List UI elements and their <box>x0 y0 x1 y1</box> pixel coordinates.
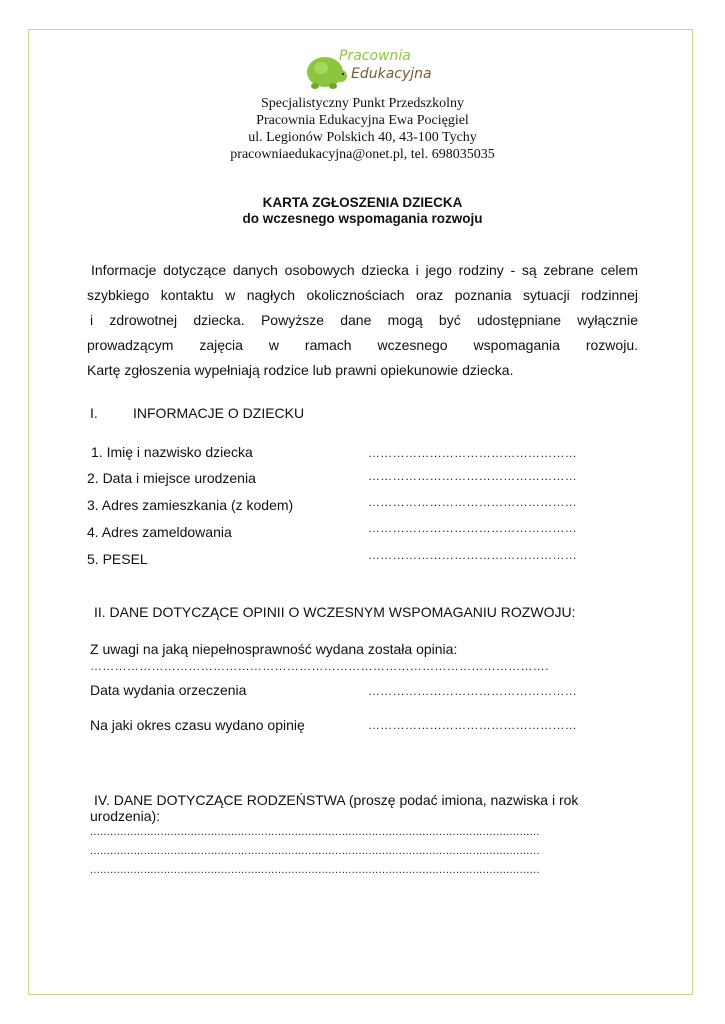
logo <box>297 46 432 92</box>
intro-line: szybkiego kontaktu w nagłych okolicznościach oraz poznania sytuacji rodzinnej <box>87 287 638 303</box>
intro-paragraph <box>87 258 638 383</box>
field-blank-opinion-period[interactable]: …………………………………………… <box>368 718 578 732</box>
field-label-pesel: 5. PESEL <box>87 551 148 567</box>
intro-line: Informacje dotyczące danych osobowych dziecka i jego rodziny - są zebrane celem <box>91 262 638 278</box>
header-line3: ul. Legionów Polskich 40, 43-100 Tychy <box>248 130 477 145</box>
field-blank-birth[interactable]: …………………………………………… <box>368 469 578 483</box>
logo-text-line2: Edukacyjna <box>351 66 432 82</box>
section2-question-blank[interactable]: …………………………………………………………………………………………………. <box>90 659 549 673</box>
field-blank-registration[interactable]: …………………………………………… <box>368 521 578 535</box>
section1-number: I. <box>90 405 98 421</box>
field-label-name: 1. Imię i nazwisko dziecka <box>91 444 253 460</box>
field-blank-name[interactable]: …………………………………………… <box>368 446 578 460</box>
field-label-decision-date: Data wydania orzeczenia <box>90 682 247 698</box>
field-label-address: 3. Adres zamieszkania (z kodem) <box>87 497 294 513</box>
section2-heading: II. DANE DOTYCZĄCE OPINII O WCZESNYM WSPOMAGANIU ROZWOJU: <box>94 604 576 620</box>
field-blank-address[interactable]: …………………………………………… <box>368 495 578 509</box>
field-label-opinion-period: Na jaki okres czasu wydano opinię <box>90 717 305 733</box>
header-line2: Pracownia Edukacyjna Ewa Pocięgiel <box>256 113 469 128</box>
section4-heading-cont: urodzenia): <box>90 808 161 824</box>
sibling-line[interactable]: ...................................................................................................................................... <box>90 864 540 876</box>
document-title: KARTA ZGŁOSZENIA DZIECKA <box>262 195 463 210</box>
section2-question: Z uwagi na jaką niepełnosprawność wydana została opinia: <box>90 641 458 657</box>
sibling-line[interactable]: ...................................................................................................................................... <box>90 826 540 838</box>
header-line1: Specjalistyczny Punkt Przedszkolny <box>261 96 464 111</box>
header-line4: pracowniaedukacyjna@onet.pl, tel. 698035035 <box>230 147 495 162</box>
intro-line: prowadzącym zajęcia w ramach wczesnego wspomagania rozwoju. <box>87 337 638 353</box>
section1-heading: INFORMACJE O DZIECKU <box>133 405 305 421</box>
field-blank-pesel[interactable]: …………………………………………… <box>368 548 578 562</box>
field-label-registration: 4. Adres zameldowania <box>87 524 232 540</box>
section4-heading: IV. DANE DOTYCZĄCE RODZEŃSTWA (proszę podać imiona, nazwiska i rok <box>94 792 579 808</box>
sibling-line[interactable]: ...................................................................................................................................... <box>90 845 540 857</box>
field-blank-decision-date[interactable]: …………………………………………… <box>368 684 578 698</box>
document-subtitle: do wczesnego wspomagania rozwoju <box>242 211 483 226</box>
field-label-birth: 2. Data i miejsce urodzenia <box>87 470 256 486</box>
intro-line: Kartę zgłoszenia wypełniają rodzice lub prawni opiekunowie dziecka. <box>87 362 514 378</box>
intro-line: i zdrowotnej dziecka. Powyższe dane mogą być udostępniane wyłącznie <box>90 312 638 328</box>
logo-text-line1: Pracownia <box>339 48 411 64</box>
